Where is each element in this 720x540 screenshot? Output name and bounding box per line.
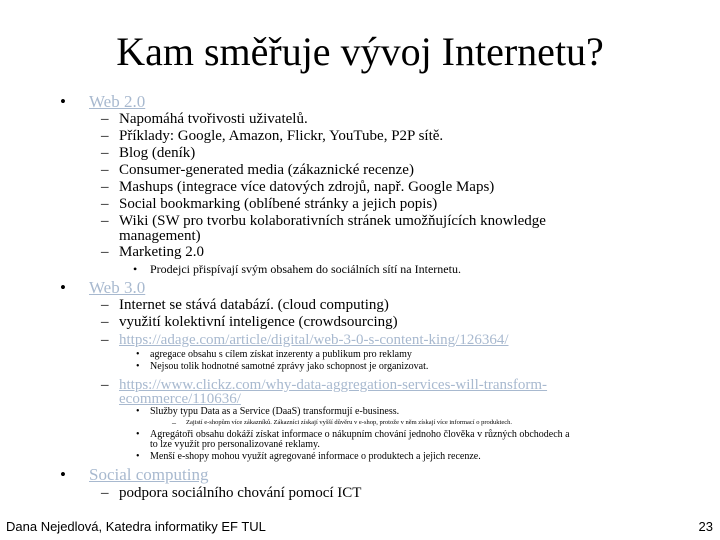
social-item: podpora sociálního chování pomocí ICT bbox=[119, 485, 362, 501]
bullet: • bbox=[60, 92, 66, 111]
web20-item: Napomáhá tvořivosti uživatelů. bbox=[119, 111, 308, 127]
slide-title: Kam směřuje vývoj Internetu? bbox=[116, 29, 604, 74]
dash: – bbox=[101, 128, 109, 144]
social-computing-link[interactable]: Social computing bbox=[89, 465, 209, 484]
footer-author: Dana Nejedlová, Katedra informatiky EF TUL bbox=[6, 519, 266, 534]
sub-bullet: • bbox=[133, 262, 138, 276]
aggregators-item-continued: to lze využít pro personalizované reklamy. bbox=[150, 439, 320, 450]
web20-heading-link[interactable]: Web 2.0 bbox=[89, 92, 146, 111]
sub-bullet: • bbox=[136, 361, 140, 372]
page-number: 23 bbox=[698, 519, 713, 534]
dash: – bbox=[101, 244, 109, 260]
web20-item: Wiki (SW pro tvorbu kolaborativních stránek umožňujících knowledge bbox=[119, 213, 546, 229]
dash: – bbox=[101, 332, 109, 348]
daas-detail: Zajistí e-shopům více zákazníků. Zákazníci získají vyšší důvěru v e-shop, protože v něm získají více informací o produktech. bbox=[186, 419, 512, 426]
daas-item: Služby typu Data as a Service (DaaS) transformují e-business. bbox=[150, 406, 400, 417]
adage-link[interactable]: https://adage.com/article/digital/web-3-0-s-content-king/126364/ bbox=[119, 332, 509, 348]
aggregators-item: Agregátoři obsahu dokáží získat informace o nákupním chování jednoho člověka v různých obchodech a bbox=[150, 429, 570, 440]
dash: – bbox=[101, 196, 109, 212]
marketing-sub-item: Prodejci přispívají svým obsahem do sociálních sítí na Internetu. bbox=[150, 262, 461, 276]
dash: – bbox=[101, 314, 109, 330]
dash: – bbox=[101, 213, 109, 229]
web20-item: Consumer-generated media (zákaznické recenze) bbox=[119, 162, 414, 178]
sub-bullet: • bbox=[136, 429, 140, 440]
dash: – bbox=[101, 485, 109, 501]
small-eshops-item: Menší e-shopy mohou využít agregované informace o produktech a jejich recenze. bbox=[150, 451, 481, 462]
clickz-link[interactable]: https://www.clickz.com/why-data-aggregation-services-will-transform- bbox=[119, 377, 548, 393]
web20-item: Mashups (integrace více datových zdrojů, např. Google Maps) bbox=[119, 179, 495, 195]
web30-item: využití kolektivní inteligence (crowdsourcing) bbox=[119, 314, 398, 330]
dash: – bbox=[101, 111, 109, 127]
bullet: • bbox=[60, 465, 66, 484]
web20-item: Marketing 2.0 bbox=[119, 244, 204, 260]
bullet: • bbox=[60, 278, 66, 297]
dash: – bbox=[172, 418, 176, 427]
web20-item: Příklady: Google, Amazon, Flickr, YouTube, P2P sítě. bbox=[119, 128, 444, 144]
sub-bullet: • bbox=[136, 451, 140, 462]
web30-heading-link[interactable]: Web 3.0 bbox=[89, 278, 146, 297]
clickz-link-continued[interactable]: ecommerce/110636/ bbox=[119, 391, 241, 407]
dash: – bbox=[101, 377, 109, 393]
dash: – bbox=[101, 162, 109, 178]
adage-sub-item: agregace obsahu s cílem získat inzerenty a publikum pro reklamy bbox=[150, 349, 412, 360]
dash: – bbox=[101, 145, 109, 161]
web20-item: Social bookmarking (oblíbené stránky a jejich popis) bbox=[119, 196, 438, 212]
adage-sub-item: Nejsou tolik hodnotné samotné zprávy jako schopnost je organizovat. bbox=[150, 361, 429, 372]
web30-item: Internet se stává databází. (cloud computing) bbox=[119, 297, 389, 313]
dash: – bbox=[101, 179, 109, 195]
sub-bullet: • bbox=[136, 406, 140, 417]
web20-item: Blog (deník) bbox=[119, 145, 196, 161]
web20-item-continued: management) bbox=[119, 228, 201, 244]
dash: – bbox=[101, 297, 109, 313]
sub-bullet: • bbox=[136, 349, 140, 360]
